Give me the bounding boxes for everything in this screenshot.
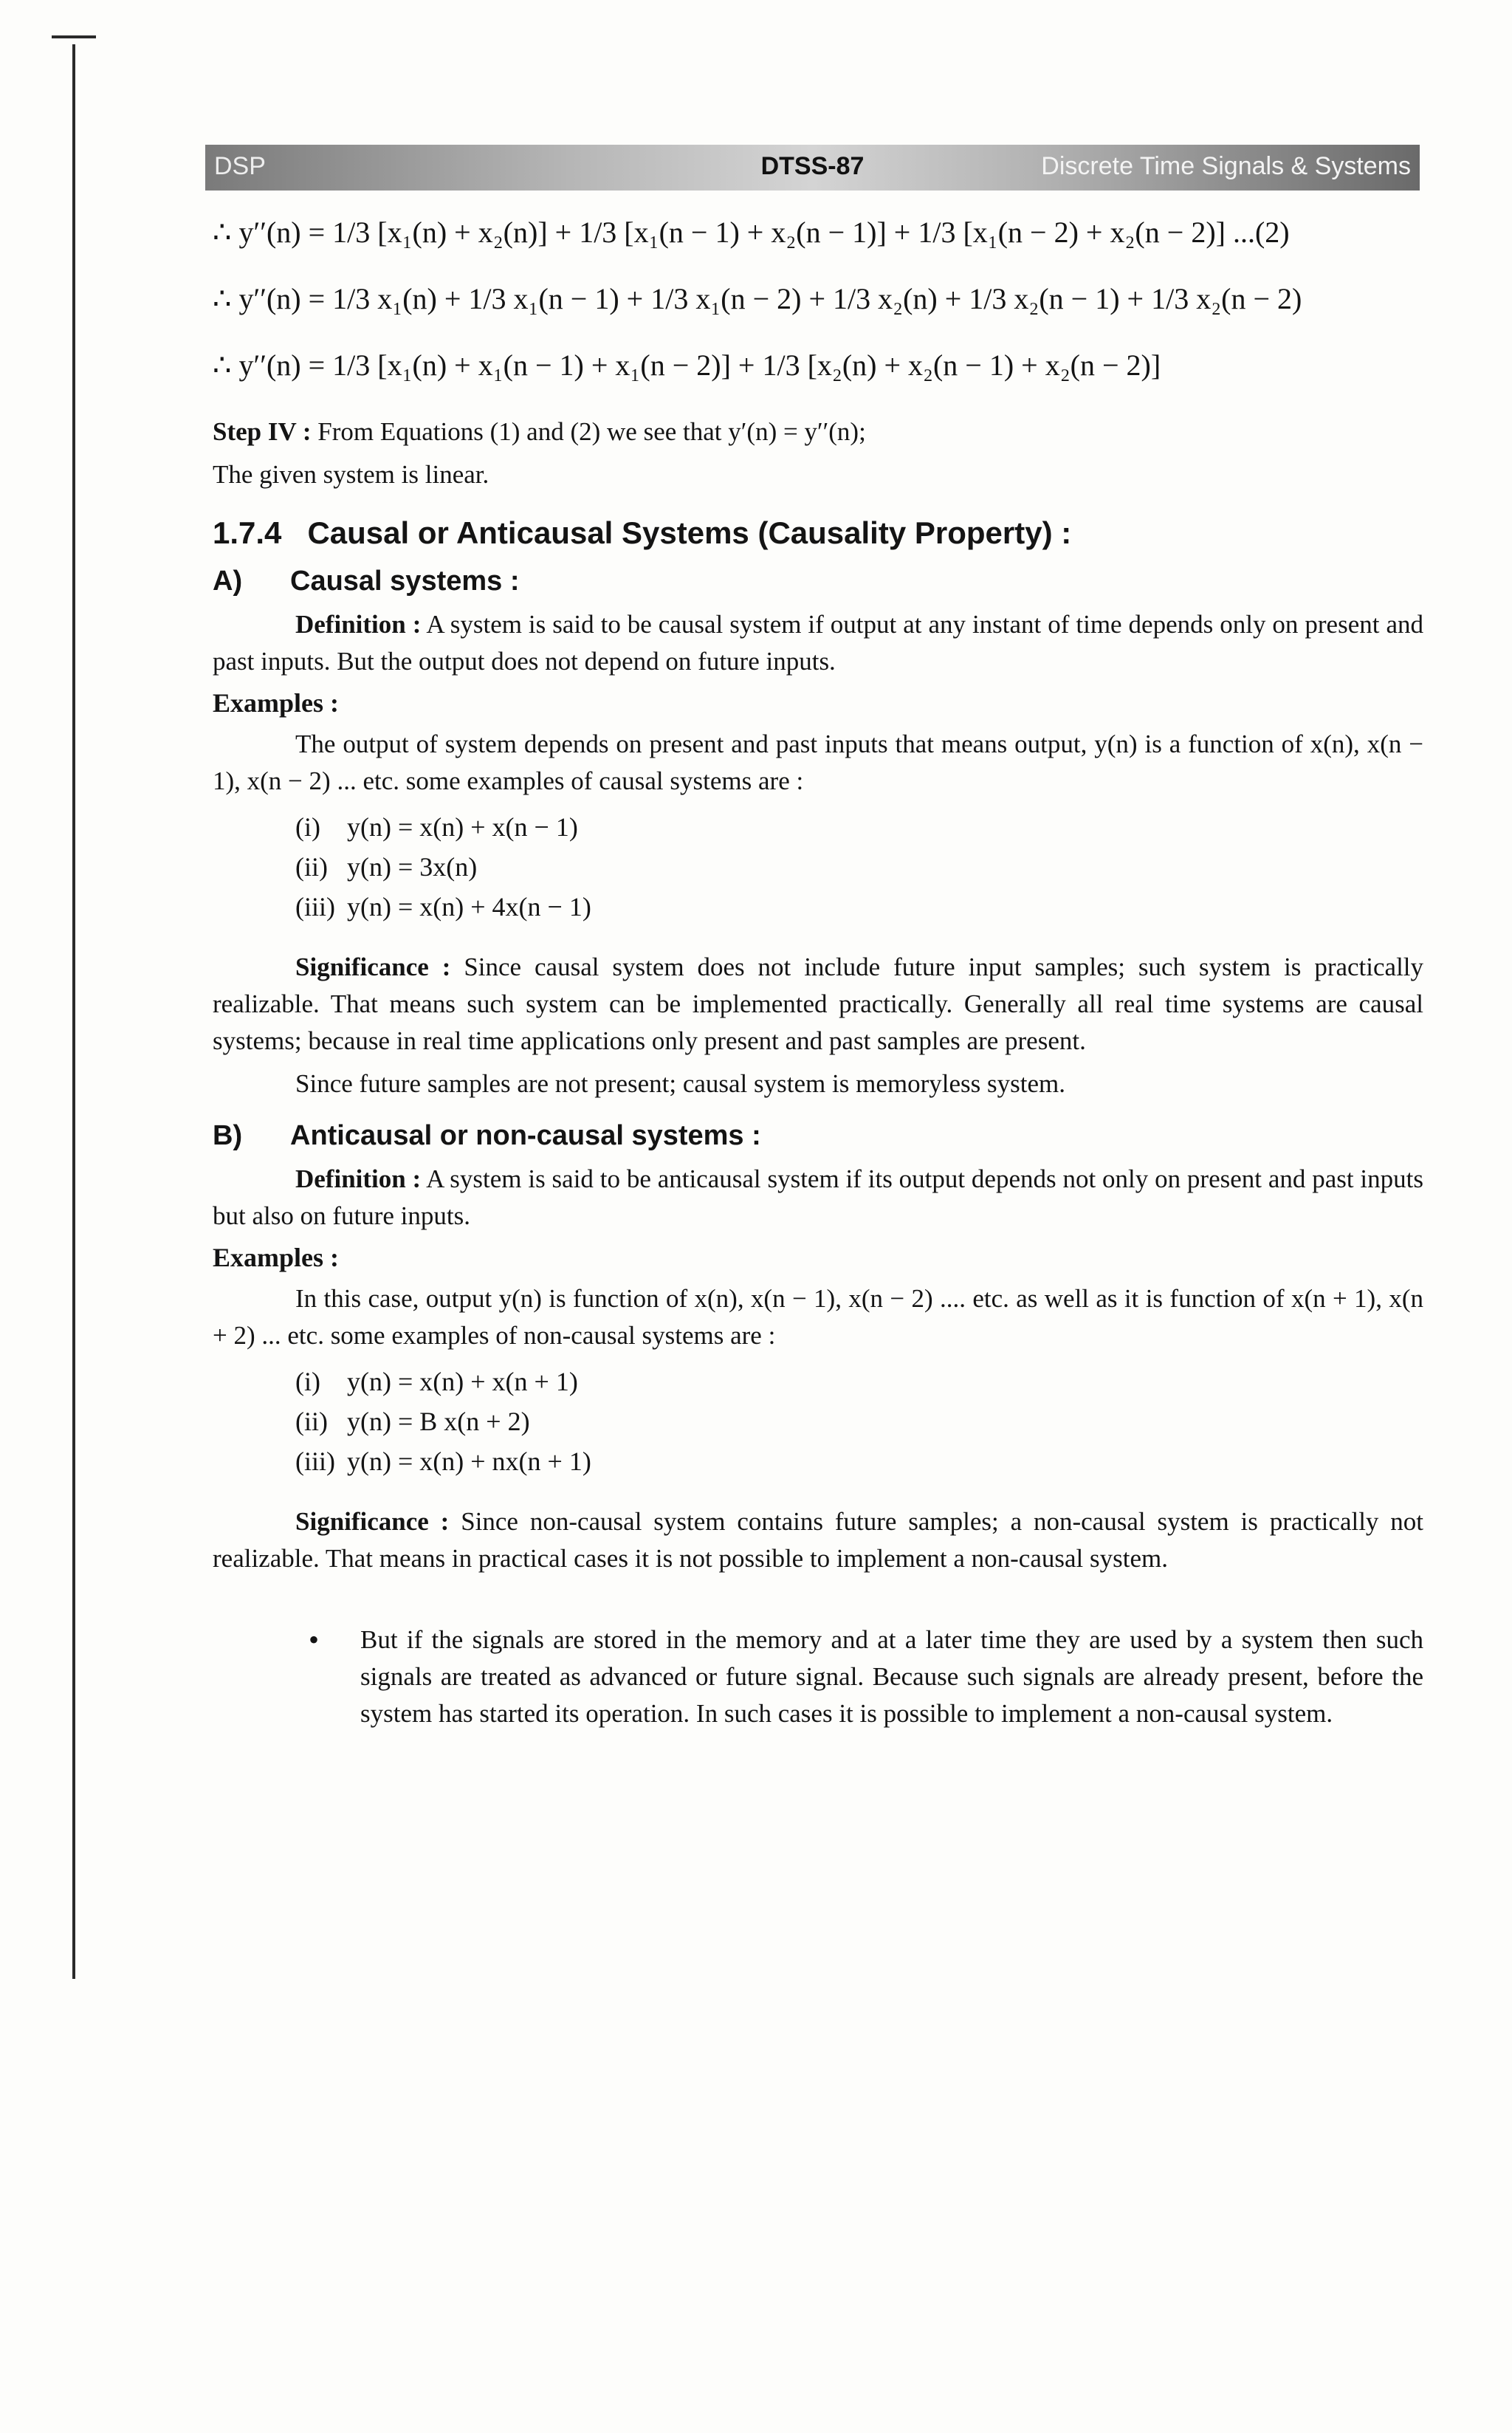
anticausal-heading-text: Anticausal or non-causal systems :	[290, 1120, 761, 1151]
equation-1: ∴ y′′(n) = 1/3 [x₁(n) + x₂(n)] + 1/3 [x₁(n − 1) + x₂(n − 1)] + 1/3 [x₁(n − 2) + x₂(n − 2)] ...(2)	[213, 216, 1290, 249]
page-content	[213, 214, 1423, 1732]
list-item	[295, 887, 1423, 927]
list-item-text: y(n) = x(n) + 4x(n − 1)	[347, 892, 591, 922]
list-item-number: (i)	[295, 1367, 320, 1396]
header-chapter-title: Discrete Time Signals & Systems	[1041, 152, 1411, 180]
bullet-note	[309, 1622, 1423, 1732]
section-title: Causal or Anticausal Systems (Causality Property) :	[307, 515, 1072, 550]
list-item-text: y(n) = B x(n + 2)	[347, 1407, 530, 1436]
causal-heading	[213, 566, 1423, 597]
margin-line	[72, 44, 75, 1979]
causal-definition	[213, 606, 1423, 680]
list-item-text: y(n) = x(n) + x(n + 1)	[347, 1367, 578, 1396]
step-iv-text: From Equations (1) and (2) we see that y′(n) = y′′(n);	[317, 417, 866, 446]
equation-2: ∴ y′′(n) = 1/3 x₁(n) + 1/3 x₁(n − 1) + 1/3 x₁(n − 2) + 1/3 x₂(n) + 1/3 x₂(n − 1) + 1/3 x₂(n − 2)	[213, 282, 1302, 315]
section-heading	[213, 515, 1423, 551]
anticausal-definition	[213, 1161, 1423, 1235]
causal-heading-label: A)	[213, 566, 243, 597]
list-item	[295, 1441, 1423, 1481]
step-iv	[213, 413, 1423, 450]
anticausal-significance	[213, 1503, 1423, 1577]
list-item-text: y(n) = 3x(n)	[347, 852, 478, 882]
header-page-number: DTSS-87	[760, 152, 865, 180]
anticausal-sig-label: Significance :	[295, 1507, 450, 1536]
list-item	[295, 1362, 1423, 1401]
causal-def-text: A system is said to be causal system if output at any instant of time depends only on present and past inputs. But the output does not depend on future inputs.	[213, 610, 1423, 676]
causal-examples-text: The output of system depends on present and past inputs that means output, y(n) is a function of x(n), x(n − 1), x(n − 2) ... etc. some examples of causal systems are :	[213, 730, 1423, 795]
causal-examples-list	[295, 807, 1423, 927]
list-item-number: (ii)	[295, 1407, 328, 1436]
equation-3: ∴ y′′(n) = 1/3 [x₁(n) + x₁(n − 1) + x₁(n − 2)] + 1/3 [x₂(n) + x₂(n − 1) + x₂(n − 2)]	[213, 349, 1161, 382]
section-number: 1.7.4	[213, 515, 282, 550]
list-item-number: (i)	[295, 812, 320, 842]
step-iv-label: Step IV :	[213, 417, 312, 446]
list-item-number: (ii)	[295, 852, 328, 882]
causal-def-label: Definition :	[295, 610, 422, 639]
list-item-text: y(n) = x(n) + x(n − 1)	[347, 812, 578, 842]
anticausal-examples-list	[295, 1362, 1423, 1481]
anticausal-heading-label: B)	[213, 1120, 243, 1151]
list-item	[295, 847, 1423, 887]
bullet-text: But if the signals are stored in the memory and at a later time they are used by a system then such signals are treated as advanced or future signal. Because such signals are already present, before the system has started its operation. In such cases it is possible to implement a non-causal system.	[360, 1625, 1423, 1728]
causal-sig-text: Since causal system does not include future input samples; such system is practically realizable. That means such system can be implemented practically. Generally all real time systems are causal systems; because in real time applications only present and past samples are present.	[213, 953, 1424, 1055]
bullet-icon: •	[309, 1623, 320, 1656]
anticausal-heading	[213, 1120, 1423, 1152]
causal-note: Since future samples are not present; causal system is memoryless system.	[295, 1069, 1065, 1098]
list-item-number: (iii)	[295, 892, 335, 922]
list-item	[295, 807, 1423, 847]
causal-heading-text: Causal systems :	[290, 566, 520, 597]
anticausal-def-label: Definition :	[295, 1164, 422, 1193]
causal-examples-label: Examples :	[213, 688, 339, 718]
anticausal-examples-text: In this case, output y(n) is function of x(n), x(n − 1), x(n − 2) .... etc. as well as it is function of x(n + 1), x(n + 2) ... etc. some examples of non-causal systems are :	[213, 1284, 1423, 1350]
causal-significance	[213, 949, 1423, 1060]
list-item-number: (iii)	[295, 1447, 335, 1476]
page-header	[205, 145, 1420, 191]
linear-conclusion: The given system is linear.	[213, 460, 489, 489]
header-left: DSP	[214, 152, 266, 180]
list-item	[295, 1401, 1423, 1441]
anticausal-def-text: A system is said to be anticausal system if its output depends not only on present and past inputs but also on future inputs.	[213, 1164, 1423, 1230]
anticausal-examples-label: Examples :	[213, 1243, 339, 1272]
anticausal-sig-text: Since non-causal system contains future samples; a non-causal system is practically not realizable. That means in practical cases it is not possible to implement a non-causal system.	[213, 1507, 1424, 1573]
list-item-text: y(n) = x(n) + nx(n + 1)	[347, 1447, 591, 1476]
causal-sig-label: Significance :	[295, 953, 451, 981]
margin-tick	[52, 35, 96, 38]
